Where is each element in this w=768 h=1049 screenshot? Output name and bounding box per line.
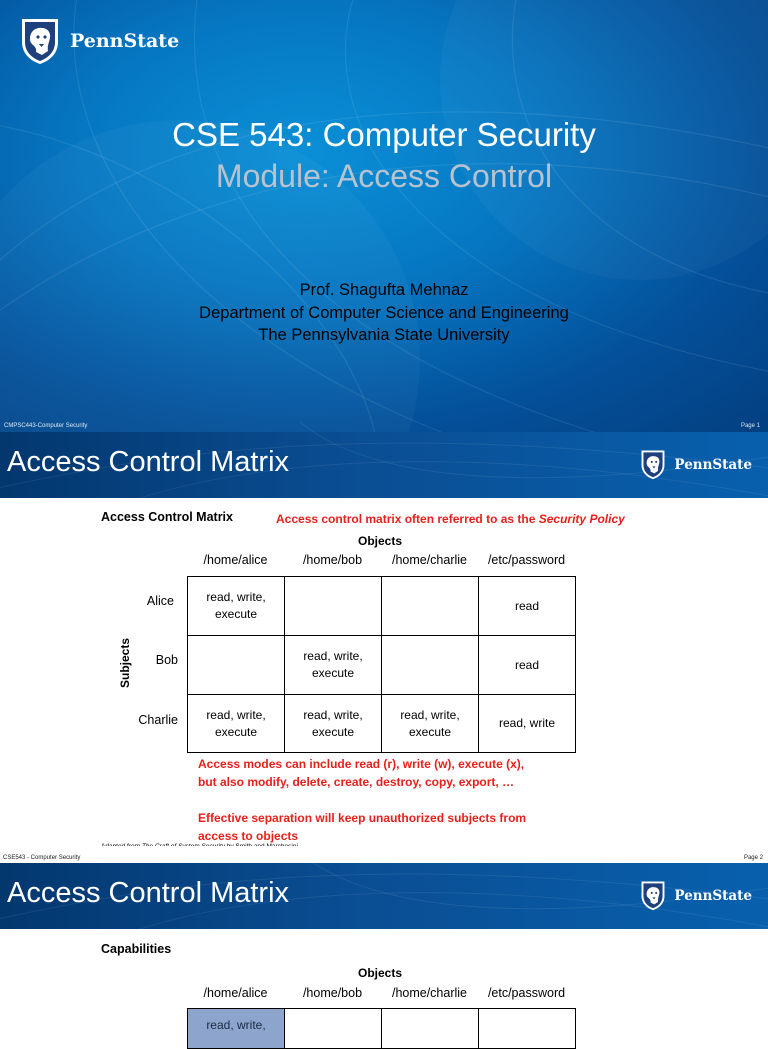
matrix-cell: read, write, execute — [188, 695, 285, 753]
matrix-cell — [188, 636, 285, 695]
module-title: Module: Access Control — [215, 158, 553, 194]
slide-title: Access Control Matrix — [7, 446, 290, 478]
footer-course: CSE543 - Computer Security — [3, 855, 81, 861]
matrix-cell: read, write, — [188, 1009, 285, 1049]
policy-note — [276, 512, 625, 526]
matrix-cell: read, write, execute — [188, 577, 285, 636]
column-header: /home/charlie — [391, 986, 468, 1000]
slide-header — [0, 863, 768, 929]
footer-course: CMPSC443-Computer Security — [4, 423, 88, 429]
nittany-lion-shield-icon — [639, 879, 667, 912]
column-header: /home/charlie — [391, 553, 468, 567]
separation-line: Effective separation will keep unauthorized subjects from — [198, 811, 527, 825]
separation-note — [198, 810, 526, 845]
matrix-cell: read, write, execute — [382, 695, 479, 753]
department: Department of Computer Science and Engineering — [199, 303, 569, 322]
column-header: /etc/password — [487, 553, 566, 567]
access-modes-line: Access modes can include read (r), write (w), execute (x), — [198, 757, 525, 771]
row-label: Bob — [155, 653, 178, 667]
matrix-row-alice — [188, 577, 576, 636]
author-name: Prof. Shagufta Mehnaz — [299, 281, 469, 299]
column-header: /home/alice — [203, 553, 268, 567]
subjects-label: Subjects — [118, 637, 132, 688]
matrix-cell: read, write, execute — [285, 636, 382, 695]
course-title: CSE 543: Computer Security — [172, 116, 596, 153]
slide-title: Access Control Matrix — [7, 877, 290, 909]
row-label: Alice — [146, 594, 174, 608]
author-block — [0, 279, 768, 347]
separation-line: access to objects — [198, 828, 299, 843]
matrix-cell — [382, 1009, 479, 1049]
column-header: /home/bob — [302, 986, 363, 1000]
slide-header — [0, 432, 768, 498]
column-header: /home/bob — [302, 553, 363, 567]
logo-wordmark: PennState — [674, 456, 752, 473]
capabilities-matrix — [187, 1008, 576, 1049]
matrix-cell — [479, 1009, 576, 1049]
nittany-lion-shield-icon — [639, 448, 667, 481]
matrix-row-charlie — [188, 695, 576, 753]
university: The Pennsylvania State University — [258, 326, 510, 344]
access-modes-note — [198, 756, 524, 791]
objects-label: Objects — [358, 534, 403, 548]
access-modes-line: but also modify, delete, create, destroy, copy, export, … — [198, 774, 515, 789]
slide-body — [0, 498, 768, 846]
matrix-row — [188, 1009, 576, 1049]
page-number: Page 1 — [740, 423, 760, 429]
column-header: /etc/password — [487, 986, 566, 1000]
matrix-cell — [382, 636, 479, 695]
matrix-cell: read — [479, 577, 576, 636]
objects-label: Objects — [358, 966, 403, 980]
matrix-cell: read, write — [479, 695, 576, 753]
section-label: Capabilities — [101, 942, 172, 956]
matrix-cell — [285, 1009, 382, 1049]
matrix-cell: read, write, execute — [285, 695, 382, 753]
policy-note-text: Access control matrix often referred to as the — [276, 512, 539, 526]
matrix-row-bob — [188, 636, 576, 695]
slide-footer — [0, 846, 768, 863]
pennstate-logo — [18, 16, 179, 66]
matrix-cell — [382, 577, 479, 636]
matrix-cell — [285, 577, 382, 636]
logo-wordmark: PennState — [70, 30, 180, 52]
access-control-matrix — [187, 576, 576, 753]
row-label: Charlie — [138, 713, 178, 727]
slide-footer — [0, 423, 768, 432]
pennstate-logo — [639, 448, 752, 481]
nittany-lion-shield-icon — [18, 16, 62, 66]
matrix-cell: read — [479, 636, 576, 695]
column-header: /home/alice — [203, 986, 268, 1000]
page-number: Page 2 — [743, 855, 763, 861]
logo-wordmark: PennState — [674, 887, 752, 904]
slide-body — [0, 929, 768, 1032]
pennstate-logo — [639, 879, 752, 912]
section-label: Access Control Matrix — [101, 510, 233, 524]
policy-note-emphasis: Security Policy — [538, 512, 625, 526]
title-slide — [0, 0, 768, 432]
